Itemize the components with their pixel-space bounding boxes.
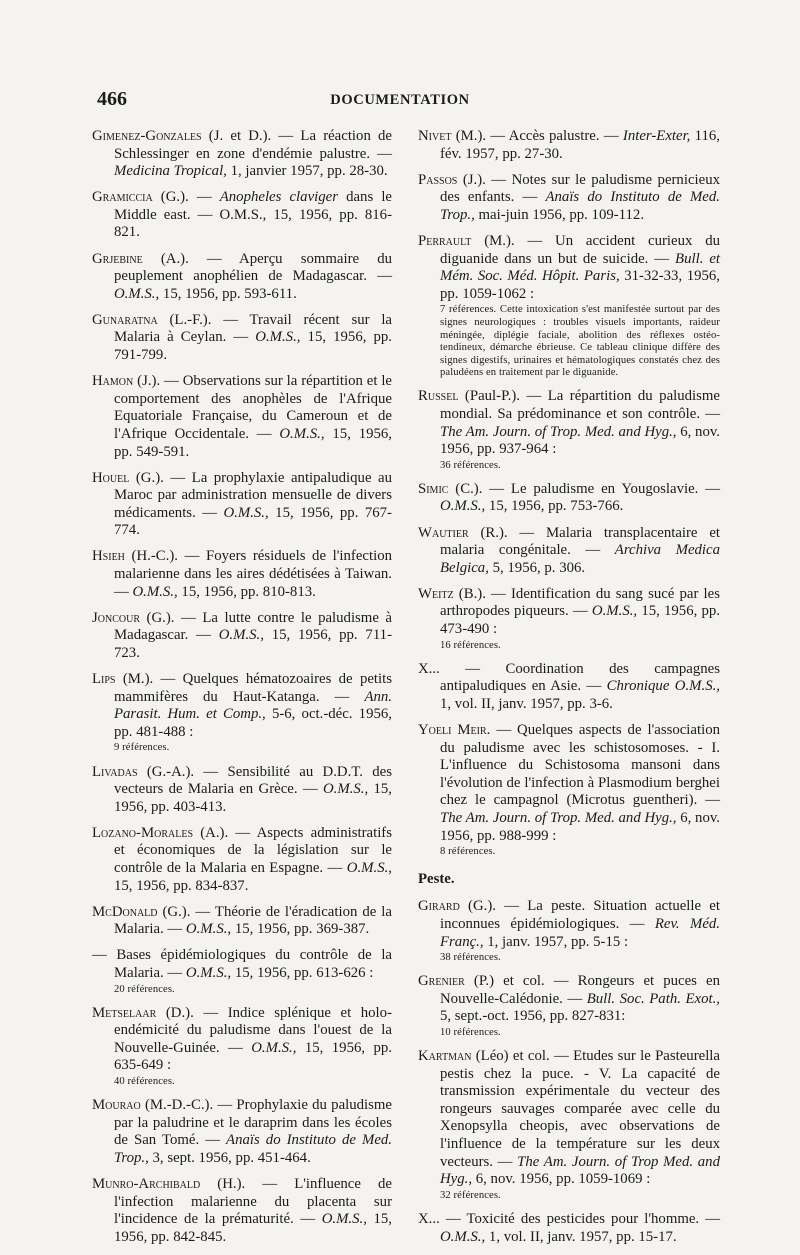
entry-author: Lips	[92, 671, 116, 688]
entry-citation	[418, 1048, 720, 1189]
bibliography-entry	[418, 1048, 720, 1202]
entry-publication: 5-6, oct.-déc. 1956, pp. 481-488 :	[114, 706, 392, 740]
entry-publication: 15, 1956, pp. 403-413.	[114, 781, 393, 815]
entry-author: Nivet	[418, 128, 452, 144]
entry-title: (M.-D.-C.). — Prophylaxie du paludisme par la paludrine et le daraprim dans les écoles de San Tomé. —	[114, 1097, 392, 1149]
entry-publication: 6, nov. 1956, pp. 937-964 :	[440, 423, 720, 458]
entry-source: Bull. Soc. Path. Exot.,	[586, 990, 720, 1007]
entry-title: (D.). — Indice splénique et holo-endémicité du paludisme dans l'ouest de la Nouvelle-Guinée. —	[114, 1004, 392, 1056]
bibliography-entry	[92, 251, 392, 304]
entry-citation	[92, 1176, 392, 1246]
entry-source: O.M.S.,	[322, 781, 369, 798]
entry-author: Gramiccia	[92, 189, 153, 206]
entry-author: Mourao	[92, 1097, 141, 1114]
running-title: DOCUMENTATION	[330, 92, 470, 108]
entry-author: Houel	[92, 469, 130, 486]
entry-citation	[418, 973, 720, 1026]
entry-citation	[418, 661, 720, 714]
entry-author: Kartman	[418, 1048, 472, 1065]
bibliography-entry	[418, 973, 720, 1039]
entry-publication: 15, 1956, pp. 369-387.	[231, 921, 370, 938]
entry-citation	[92, 128, 392, 181]
entry-author: Perrault	[418, 232, 472, 249]
entry-publication: 1, janvier 1957, pp. 28-30.	[226, 163, 388, 180]
entry-author: McDonald	[92, 903, 158, 920]
entry-source: Anopheles claviger	[219, 189, 338, 206]
entry-source: Medicina Tropical,	[114, 163, 227, 180]
bibliography-entry	[418, 388, 720, 472]
entry-citation	[92, 312, 392, 365]
entry-source: Anaïs do Instituto de Med. Trop.,	[114, 1132, 392, 1166]
page-number: 466	[97, 88, 127, 110]
entry-author: X...	[418, 660, 440, 677]
entry-publication: 6, nov. 1956, pp. 1059-1069 :	[472, 1171, 651, 1188]
entry-publication: 15, 1956, pp. 842-845.	[114, 1211, 392, 1245]
entry-publication: 5, 1956, p. 306.	[488, 559, 586, 576]
entry-note: 8 références.	[440, 846, 496, 858]
entry-author: Passos	[418, 171, 458, 188]
entry-publication: 1, vol. II, janv. 1957, pp. 15-17.	[485, 1228, 677, 1245]
entry-title: (M.). — Accès palustre. —	[451, 128, 623, 144]
entry-source: The Am. Journ. of Trop Med. and Hyg.,	[440, 1153, 720, 1188]
entry-note: 32 références.	[440, 1189, 501, 1201]
entry-publication: 1, vol. II, janv. 1957, pp. 3-6.	[440, 695, 613, 712]
entry-title: — Bases épidémiologiques du contrôle de la Malaria. —	[92, 947, 392, 981]
entry-citation	[92, 764, 392, 817]
entry-source: Inter-Exter,	[622, 128, 691, 144]
entry-source: O.M.S.,	[591, 603, 638, 620]
entry-title: (G.). — La prophylaxie antipaludique au Maroc par administration mensuelle de divers médicaments. —	[114, 469, 392, 521]
entry-author: Weitz	[418, 585, 454, 602]
entry-citation	[92, 1005, 392, 1075]
entry-citation	[418, 128, 720, 163]
entry-title: (H.). — L'influence de l'infection malarienne du placenta sur l'incidence de la prématurité. —	[114, 1175, 392, 1228]
entry-source: Chronique O.M.S.,	[606, 678, 720, 695]
entry-citation	[92, 947, 392, 982]
entry-publication: mai-juin 1956, pp. 109-112.	[474, 206, 645, 223]
bibliography-entry	[92, 373, 392, 461]
entry-publication: 15, 1956, pp. 767-774.	[114, 504, 392, 539]
entry-note: 9 références.	[114, 742, 170, 754]
bibliography-entry	[92, 548, 392, 601]
bibliography-entry	[418, 661, 720, 714]
entry-source: O.M.S.,	[440, 1228, 486, 1245]
entry-title: (B.). — Identification du sang sucé par les arthropodes piqueurs. —	[440, 585, 720, 620]
entry-citation	[418, 1211, 720, 1246]
entry-publication: dans le Middle east. — O.M.S., 15, 1956, pp. 816-821.	[114, 189, 392, 241]
entry-author: Livadas	[92, 763, 138, 780]
entry-citation	[418, 898, 720, 951]
entry-source: O.M.S.,	[185, 921, 232, 938]
bibliography-entry	[418, 481, 720, 516]
entry-author: Girard	[418, 898, 460, 915]
section-heading-peste: Peste.	[418, 870, 455, 887]
entry-source: O.M.S.,	[185, 964, 232, 981]
entry-publication: 15, 1956, pp. 473-490 :	[440, 603, 721, 638]
entry-author: Simic	[418, 480, 449, 497]
entry-citation	[92, 470, 392, 540]
entry-publication: 15, 1956, pp. 593-611.	[159, 285, 297, 302]
entry-citation	[92, 825, 392, 895]
bibliography-entry	[92, 128, 392, 181]
bibliography-entry	[92, 312, 392, 365]
entry-source: Bull. et Mém. Soc. Méd. Hôpit. Paris,	[440, 250, 720, 285]
bibliography-entry	[92, 764, 392, 817]
entry-title: (R.). — Malaria transplacentaire et malaria congénitale. —	[440, 524, 720, 559]
entry-title: (C.). — Le paludisme en Yougoslavie. —	[448, 480, 720, 497]
entry-author: Munro-Archibald	[92, 1175, 201, 1192]
entry-citation	[418, 586, 720, 639]
bibliography-entry	[92, 947, 392, 996]
entry-source: O.M.S.,	[223, 504, 269, 521]
entry-note: 40 références.	[114, 1076, 175, 1087]
bibliography-entry	[92, 1005, 392, 1089]
entry-publication: 1, janv. 1957, pp. 5-15 :	[483, 933, 629, 950]
entry-source: Rev. Méd. Franç.,	[440, 915, 721, 950]
bibliography-entry	[418, 586, 720, 652]
entry-publication: 116, fév. 1957, pp. 27-30.	[440, 128, 720, 162]
bibliography-entry	[92, 470, 392, 540]
bibliography-entry	[418, 722, 720, 859]
entry-author: Metselaar	[92, 1004, 157, 1021]
entry-author: Wautier	[418, 524, 469, 541]
entry-source: O.M.S.,	[440, 498, 486, 515]
entry-note: 7 références. Cette intoxication s'est manifestée surtout par des signes neurologiques : troubles visuels importants, raideur méningée, diplégie faciale, abolition des réflexes ostéo-tendineux, démarche ébrieuse. Ce tableau clinique diffère des signes digestifs, urinaires et hématologiques constatés chez des paludéens en traitement par le diguanide.	[440, 304, 720, 379]
entry-source: O.M.S.,	[279, 425, 325, 442]
entry-source: O.M.S.,	[255, 329, 301, 346]
entry-title: — Toxicité des pesticides pour l'homme. —	[439, 1210, 720, 1227]
entry-source: Ann. Parasit. Hum. et Comp.,	[114, 688, 392, 723]
entry-author: Russel	[418, 388, 459, 405]
entry-title: (A.). — Aperçu sommaire du peuplement anophélien de Madagascar. —	[114, 250, 392, 285]
entry-source: The Am. Journ. of Trop. Med. and Hyg.,	[440, 809, 677, 826]
entry-author: Gunaratna	[92, 311, 158, 328]
bibliography-entry	[92, 1176, 392, 1246]
entry-source: Anaïs do Instituto de Med. Trop.,	[440, 189, 720, 223]
entry-source: O.M.S.,	[114, 285, 160, 302]
entry-publication: 15, 1956, pp. 791-799.	[114, 329, 392, 364]
entry-source: O.M.S.,	[321, 1211, 367, 1228]
entry-publication: 3, sept. 1956, pp. 451-464.	[148, 1149, 311, 1166]
entry-author: Hsieh	[92, 548, 125, 565]
entry-source: O.M.S.,	[346, 859, 392, 876]
entry-citation	[418, 172, 720, 225]
entry-title: . — Quelques aspects de l'association du paludisme avec les schistosomoses. - I. L'influence du Schistosoma mansoni dans l'évolution de l'infection à Plasmodium berghei chez le campagnol (Microtus guentheri). —	[440, 722, 720, 809]
entry-citation	[92, 1097, 392, 1167]
entry-publication: 15, 1956, pp. 549-591.	[114, 425, 392, 460]
right-column	[418, 128, 720, 1255]
bibliography-entry	[418, 128, 720, 163]
entry-title: (A.). — Aspects administratifs et économiques de la législation sur le contrôle de la Malaria en Espagne. —	[114, 824, 392, 876]
entry-author: Lozano-Morales	[92, 824, 194, 841]
entry-title: (Paul-P.). — La répartition du paludisme mondial. Sa prédominance et son contrôle. —	[440, 388, 720, 422]
bibliography-entry	[92, 189, 392, 242]
entry-citation	[92, 373, 392, 461]
entry-author: X...	[418, 1210, 440, 1227]
entry-note: 38 références.	[440, 952, 501, 964]
entry-title: (G.-A.). — Sensibilité au D.D.T. des vecteurs de Malaria en Grèce. —	[114, 763, 392, 798]
entry-citation	[418, 722, 720, 845]
entry-citation	[418, 481, 720, 516]
entry-title: (J.). — Notes sur le paludisme pernicieux des enfants. —	[440, 171, 720, 206]
entry-title: — Coordination des campagnes antipaludiques en Asie. —	[439, 660, 720, 695]
bibliography-entry	[418, 233, 720, 380]
entry-source: O.M.S.,	[132, 583, 178, 600]
entry-publication: 15, 1956, pp. 834-837.	[114, 877, 249, 894]
entry-title: (G.). — La peste. Situation actuelle et inconnues épidémiologiques. —	[440, 898, 720, 932]
entry-title: (G.). — Théorie de l'éradication de la Malaria. —	[114, 903, 392, 938]
entry-author: Gimenez-Gonzales	[92, 128, 202, 144]
entry-source: O.M.S.,	[251, 1039, 297, 1056]
entry-note: 36 références.	[440, 459, 501, 471]
entry-author: Grjebine	[92, 250, 143, 267]
entry-title: (J.). — Observations sur la répartition et le comportement des anophèles de l'Afrique Equatoriale Française, du Cameroun et de l'Afrique Occidentale. —	[114, 373, 392, 442]
entry-author: Yoeli Meir	[418, 722, 487, 738]
bibliography-entry	[418, 172, 720, 225]
entry-citation	[418, 525, 720, 578]
entry-citation	[92, 610, 392, 663]
entry-author: Grenier	[418, 973, 465, 990]
bibliography-entry	[418, 898, 720, 964]
entry-title: (G.). —	[152, 189, 220, 206]
entry-title: (P.) et col. — Rongeurs et puces en Nouvelle-Calédonie. —	[440, 973, 720, 1007]
entry-citation	[418, 388, 720, 458]
entry-title: (M.). — Quelques hématozoaires de petits mammifères du Haut-Katanga. —	[114, 671, 392, 705]
entry-citation	[92, 189, 392, 242]
entry-source: The Am. Journ. of Trop. Med. and Hyg.,	[440, 423, 677, 440]
entry-author: Hamon	[92, 373, 134, 390]
entry-source: O.M.S.,	[218, 627, 264, 644]
bibliography-entry	[92, 1097, 392, 1167]
entry-title: (M.). — Un accident curieux du diguanide dans un but de suicide. —	[440, 232, 720, 267]
entry-publication: 15, 1956, pp. 635-649 :	[114, 1039, 392, 1074]
entry-publication: 15, 1956, pp. 711-723.	[114, 627, 392, 661]
entry-publication: 31-32-33, 1956, pp. 1059-1062 :	[440, 268, 720, 302]
entry-publication: 5, sept.-oct. 1956, pp. 827-831:	[440, 1008, 626, 1025]
bibliography-entry	[418, 525, 720, 578]
entry-publication: 15, 1956, pp. 753-766.	[485, 498, 624, 515]
bibliography-entry	[92, 904, 392, 939]
entry-source: Archiva Medica Belgica,	[440, 542, 721, 576]
entry-title: (G.). — La lutte contre le paludisme à Madagascar. —	[114, 609, 392, 644]
entry-publication: 15, 1956, pp. 810-813.	[177, 583, 316, 600]
entry-citation	[92, 671, 392, 741]
entry-title: (Léo) et col. — Etudes sur le Pasteurella pestis chez la puce. - V. La capacité de transmission expérimentale du vecteur des rongeurs sauvages comparée avec celle du Xenopsylla cheopis, avec observations de l'influence de la température sur les deux vecteurs. —	[440, 1048, 720, 1170]
entry-title: (L.-F.). — Travail récent sur la Malaria à Ceylan. —	[114, 311, 392, 346]
entry-title: (H.-C.). — Foyers résiduels de l'infection malarienne dans les aires dédétisées à Taiwan. —	[114, 548, 392, 600]
bibliography-entry	[418, 1211, 720, 1246]
entry-note: 20 références.	[114, 983, 175, 995]
entry-publication: 6, nov. 1956, pp. 988-999 :	[440, 809, 720, 844]
bibliography-entry	[92, 610, 392, 663]
entry-note: 10 références.	[440, 1027, 501, 1038]
entry-publication: 15, 1956, pp. 613-626 :	[231, 964, 374, 981]
entry-note: 16 références.	[440, 639, 501, 651]
entry-title: (J. et D.). — La réaction de Schlessinger en zone d'endémie palustre. —	[114, 128, 392, 162]
bibliography-entry	[92, 671, 392, 755]
entry-citation	[92, 904, 392, 939]
bibliography-entry	[92, 825, 392, 895]
left-column	[92, 128, 392, 1255]
entry-author: Joncour	[92, 609, 140, 626]
entry-citation	[92, 251, 392, 304]
entry-citation	[418, 233, 720, 303]
entry-citation	[92, 548, 392, 601]
